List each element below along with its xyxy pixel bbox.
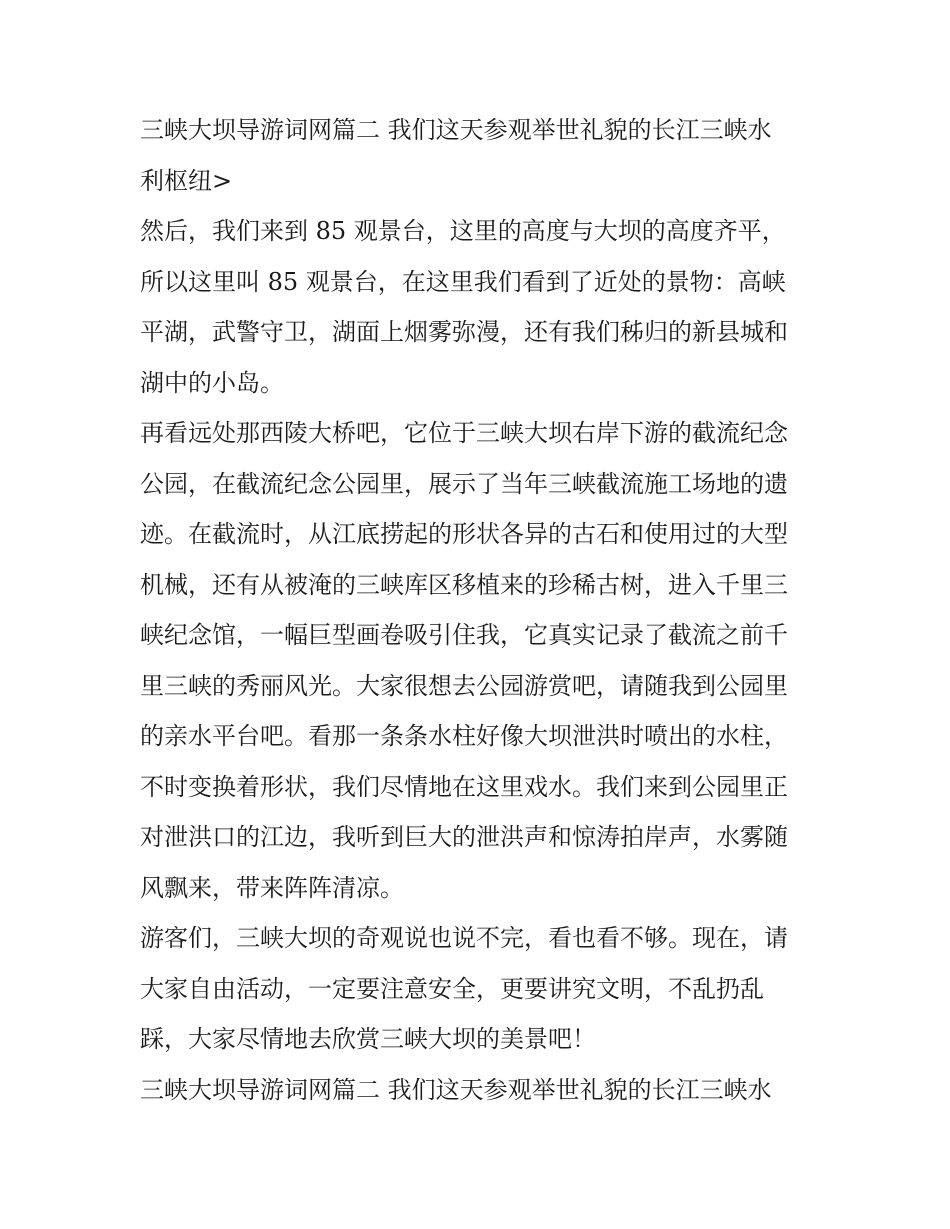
paragraph-memorial-park xyxy=(140,408,820,913)
document-body xyxy=(140,105,820,1115)
text-line: 不时变换着形状，我们尽情地在这里戏水。我们来到公园里正 xyxy=(140,772,788,801)
text-line: 游客们，三峡大坝的奇观说也说不完，看也看不够。现在，请 xyxy=(140,924,788,952)
paragraph-title xyxy=(140,105,820,206)
text-line: 迹。在截流时，从江底捞起的形状各异的古石和使用过的大型 xyxy=(140,520,788,548)
text-line: 峡纪念馆，一幅巨型画卷吸引住我，它真实记录了截流之前千 xyxy=(140,621,788,649)
text-line: 平湖，武警守卫，湖面上烟雾弥漫，还有我们秭归的新县城和 xyxy=(140,318,788,346)
paragraph-closing xyxy=(140,913,820,1065)
text-line: 机械，还有从被淹的三峡库区移植来的珍稀古树，进入千里三 xyxy=(140,570,788,599)
paragraph-title-repeat xyxy=(140,1065,820,1116)
text-line: 踩，大家尽情地去欣赏三峡大坝的美景吧！ xyxy=(140,1025,596,1053)
text-line: 对泄洪口的江边，我听到巨大的泄洪声和惊涛拍岸声，水雾随 xyxy=(140,823,788,851)
text-line: 大家自由活动，一定要注意安全，更要讲究文明，不乱扔乱 xyxy=(140,974,764,1003)
text-line: 三峡大坝导游词网篇二 我们这天参观举世礼貌的长江三峡水 xyxy=(140,116,772,144)
text-line: 然后，我们来到 85 观景台，这里的高度与大坝的高度齐平， xyxy=(140,217,786,245)
paragraph-viewing-platform xyxy=(140,206,820,408)
text-line: 风飘来，带来阵阵清凉。 xyxy=(140,873,404,902)
text-line: 里三峡的秀丽风光。大家很想去公园游赏吧，请随我到公园里 xyxy=(140,671,788,700)
text-line: 湖中的小岛。 xyxy=(140,368,284,397)
text-line: 公园，在截流纪念公园里，展示了当年三峡截流施工场地的遗 xyxy=(140,469,788,498)
text-line: 再看远处那西陵大桥吧，它位于三峡大坝右岸下游的截流纪念 xyxy=(140,419,788,447)
text-line: 利枢纽> xyxy=(140,166,233,195)
text-line: 所以这里叫 85 观景台，在这里我们看到了近处的景物：高峡 xyxy=(140,267,786,296)
text-line: 的亲水平台吧。看那一条条水柱好像大坝泄洪时喷出的水柱， xyxy=(140,722,788,750)
text-line: 三峡大坝导游词网篇二 我们这天参观举世礼貌的长江三峡水 xyxy=(140,1075,772,1104)
